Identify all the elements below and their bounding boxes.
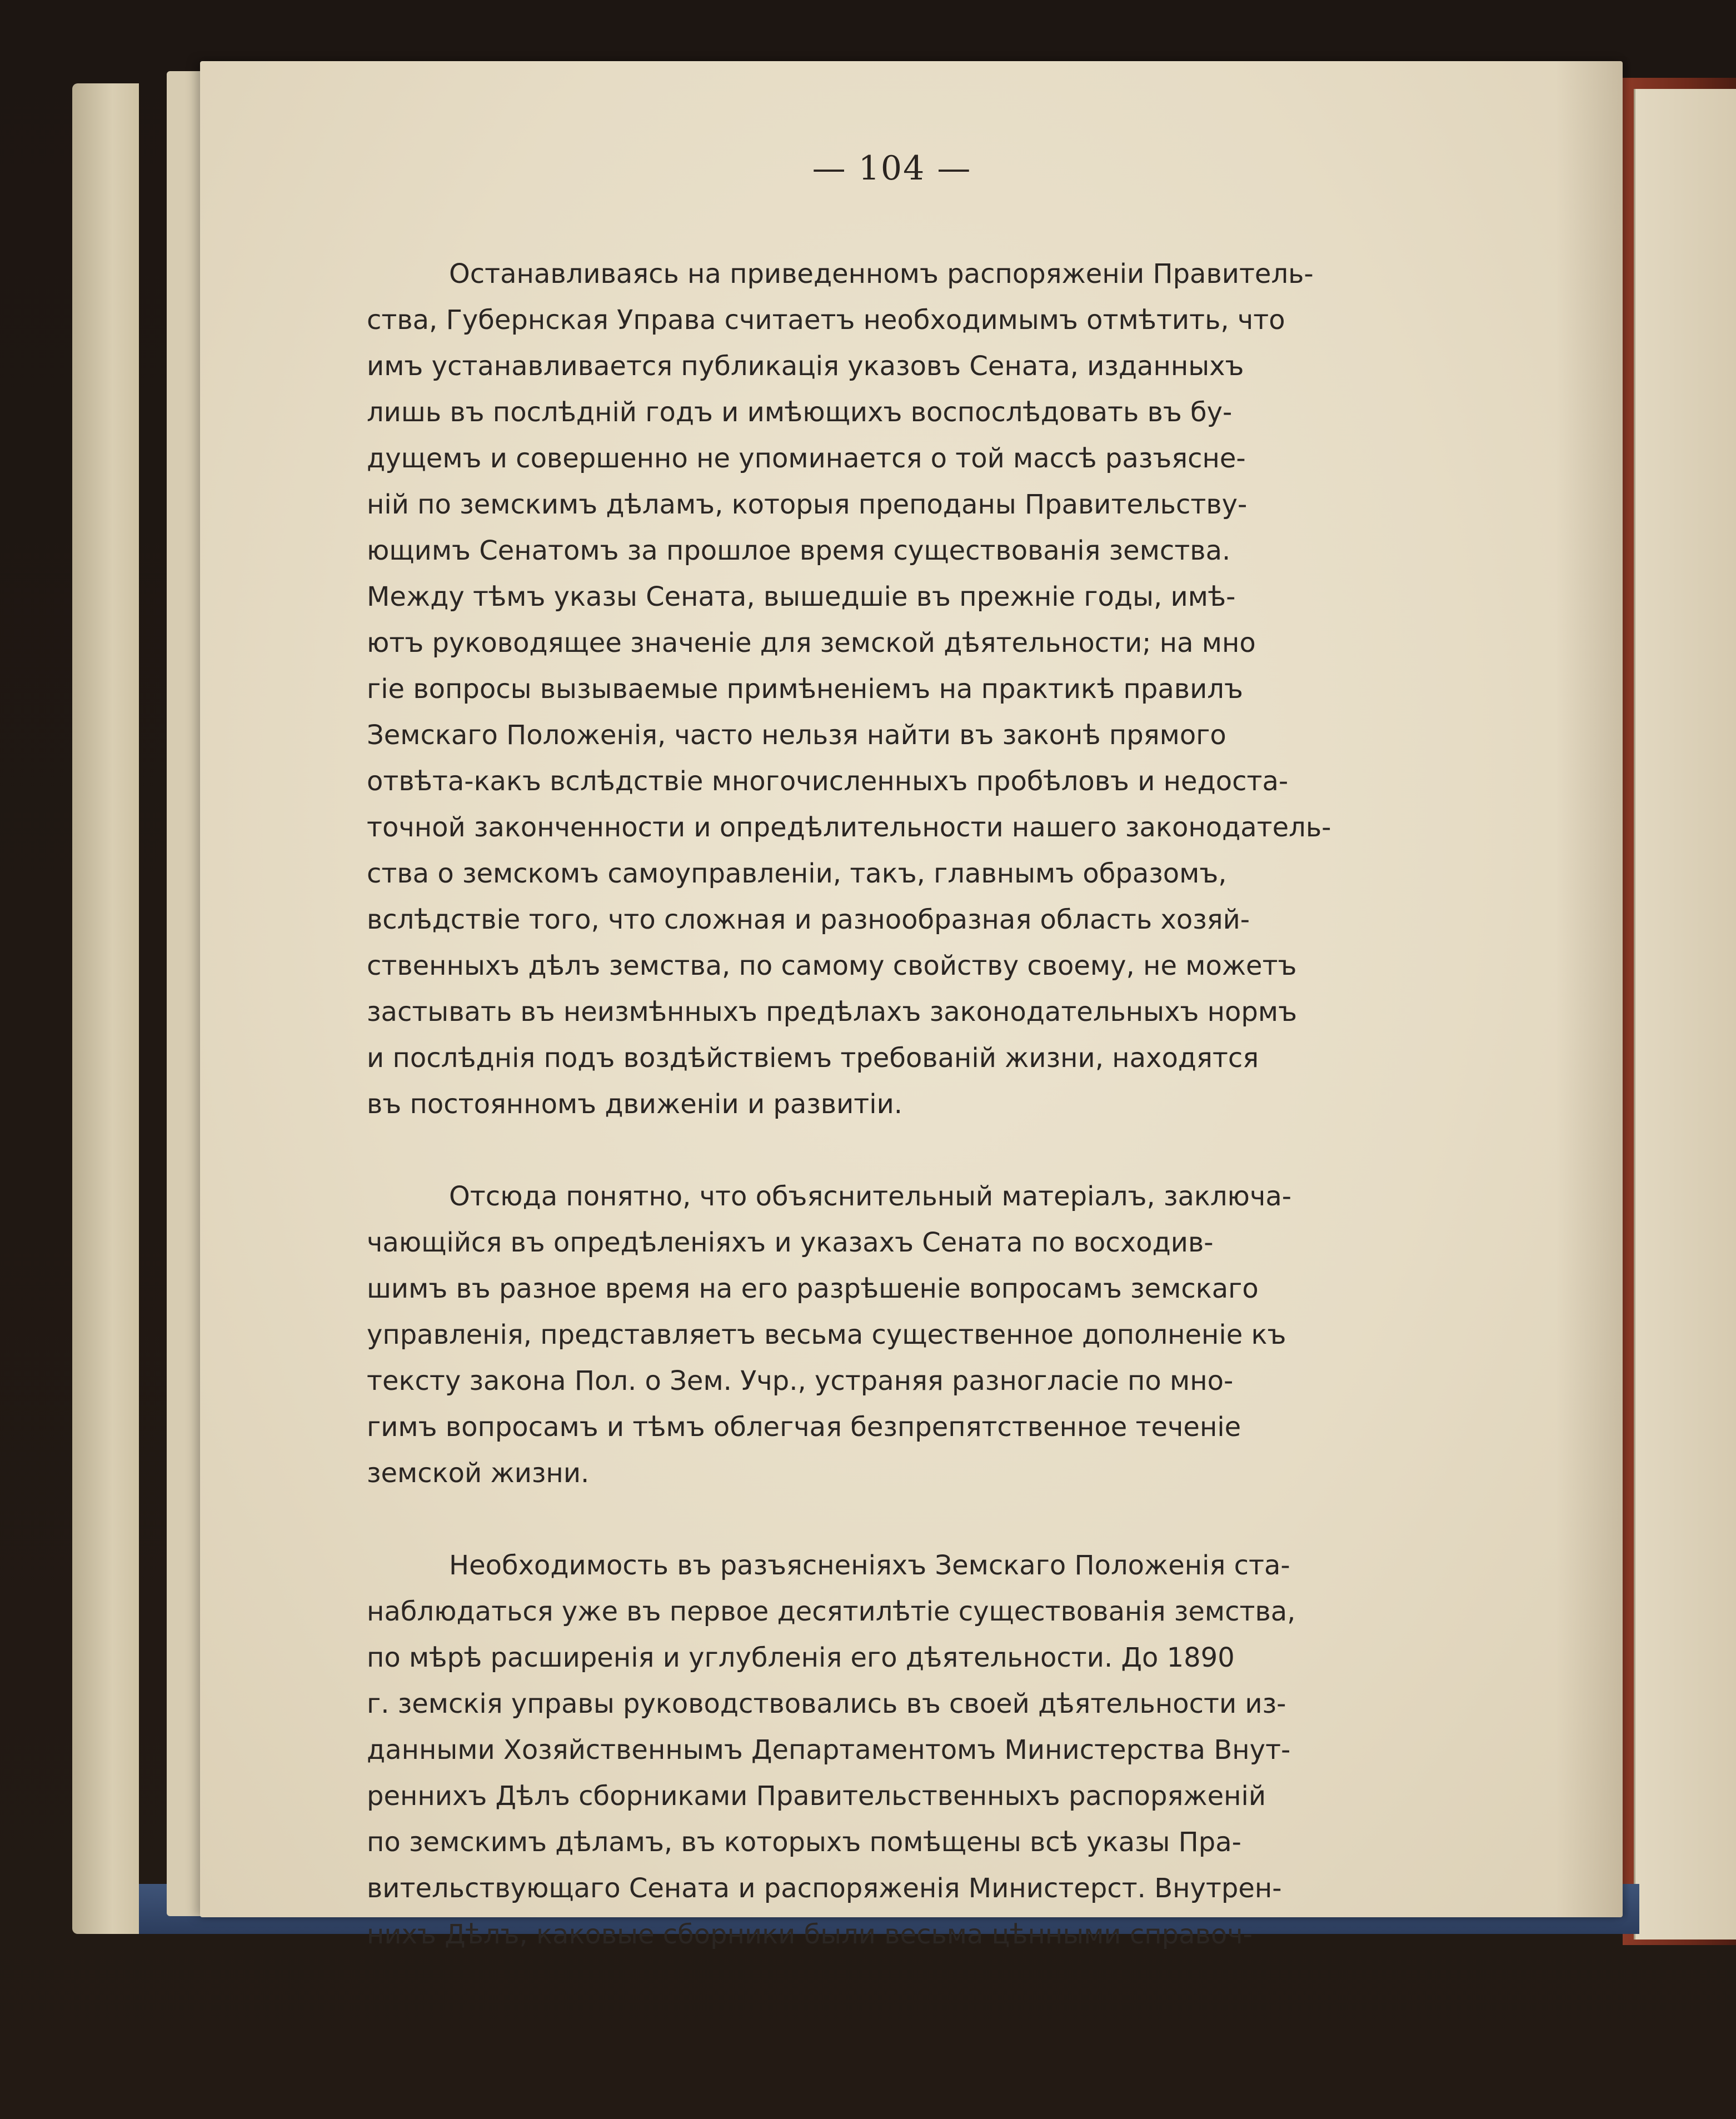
text-line: Земскаго Положенiя, часто нельзя найти въ законѣ прямого	[367, 720, 1226, 751]
text-line: реннихъ Дѣлъ сборниками Правительственныхъ распоряженiй	[367, 1781, 1266, 1812]
text-line: и послѣднiя подъ воздѣйствiемъ требованiй жизни, находятся	[367, 1043, 1259, 1074]
text-line: управленiя, представляетъ весьма существенное дополненiе къ	[367, 1319, 1286, 1350]
text-line: Необходимость въ разъясненiяхъ Земскаго Положенiя ста-	[449, 1550, 1290, 1581]
text-line: въ постоянномъ движенiи и развитiи.	[367, 1089, 903, 1120]
book-page-edges	[72, 83, 139, 1934]
text-line: гимъ вопросамъ и тѣмъ облегчая безпрепятственное теченiе	[367, 1412, 1241, 1443]
text-line: имъ устанавливается публикацiя указовъ Сената, изданныхъ	[367, 351, 1244, 382]
text-line: по земскимъ дѣламъ, въ которыхъ помѣщены всѣ указы Пра-	[367, 1827, 1241, 1858]
text-line: наблюдаться уже въ первое десятилѣтiе существованiя земства,	[367, 1596, 1296, 1627]
text-line: лишь въ послѣднiй годъ и имѣющихъ воспослѣдовать въ бу-	[367, 397, 1233, 428]
text-line: гiе вопросы вызываемые примѣненiемъ на практикѣ правилъ	[367, 674, 1243, 705]
text-line: ства о земскомъ самоуправленiи, такъ, главнымъ образомъ,	[367, 858, 1227, 889]
text-line: нiй по земскимъ дѣламъ, которыя преподаны Правительству-	[367, 489, 1248, 520]
text-line: нихъ Дѣлъ, каковые сборники были весьма цѣнными справоч-	[367, 1919, 1253, 1950]
text-line: ственныхъ дѣлъ земства, по самому свойству своему, не можетъ	[367, 950, 1297, 981]
text-line: отвѣта-какъ вслѣдствiе многочисленныхъ пробѣловъ и недоста-	[367, 766, 1289, 797]
text-line: застывать въ неизмѣнныхъ предѣлахъ законодательныхъ нормъ	[367, 996, 1297, 1028]
text-line: по мѣрѣ расширенiя и углубленiя его дѣятельности. До 1890	[367, 1642, 1235, 1673]
text-line: чающiйся въ опредѣленiяхъ и указахъ Сената по восходив-	[367, 1227, 1214, 1258]
text-line: точной законченности и опредѣлительности нашего законодатель-	[367, 812, 1331, 843]
paragraph-2	[367, 1174, 1463, 1497]
text-line: Между тѣмъ указы Сената, вышедшiе въ прежнiе годы, имѣ-	[367, 581, 1236, 612]
text-line: дущемъ и совершенно не упоминается о той массѣ разъясне-	[367, 443, 1246, 474]
paragraph-1	[367, 251, 1463, 1128]
text-line: ющимъ Сенатомъ за прошлое время существованiя земства.	[367, 535, 1231, 566]
text-line: тексту закона Пол. о Зем. Учр., устраняя разногласiе по мно-	[367, 1365, 1234, 1397]
gutter-shadow	[1556, 61, 1623, 1917]
paragraph-3	[367, 1543, 1463, 1958]
text-line: ства, Губернская Управа считаетъ необходимымъ отмѣтить, что	[367, 305, 1285, 336]
text-line: вительствующаго Сената и распоряженiя Министерст. Внутрен-	[367, 1873, 1282, 1904]
text-line: земской жизни.	[367, 1458, 590, 1489]
text-line: Отсюда понятно, что объяснительный матерiалъ, заключа-	[449, 1181, 1292, 1212]
text-line: г. земскiя управы руководствовались въ своей дѣятельности из-	[367, 1688, 1286, 1719]
text-line: данными Хозяйственнымъ Департаментомъ Министерства Внут-	[367, 1734, 1291, 1766]
text-line: ютъ руководящее значенiе для земской дѣятельности; на мно	[367, 627, 1256, 659]
page-number: — 104 —	[812, 149, 972, 188]
body-text	[367, 251, 1463, 2004]
text-line: Останавливаясь на приведенномъ распоряженiи Правитель-	[449, 258, 1314, 290]
text-line: шимъ въ разное время на его разрѣшенiе вопросамъ земскаго	[367, 1273, 1259, 1304]
text-line: вслѣдствiе того, что сложная и разнообразная область хозяй-	[367, 904, 1250, 935]
facing-page-edge	[1634, 89, 1736, 1939]
